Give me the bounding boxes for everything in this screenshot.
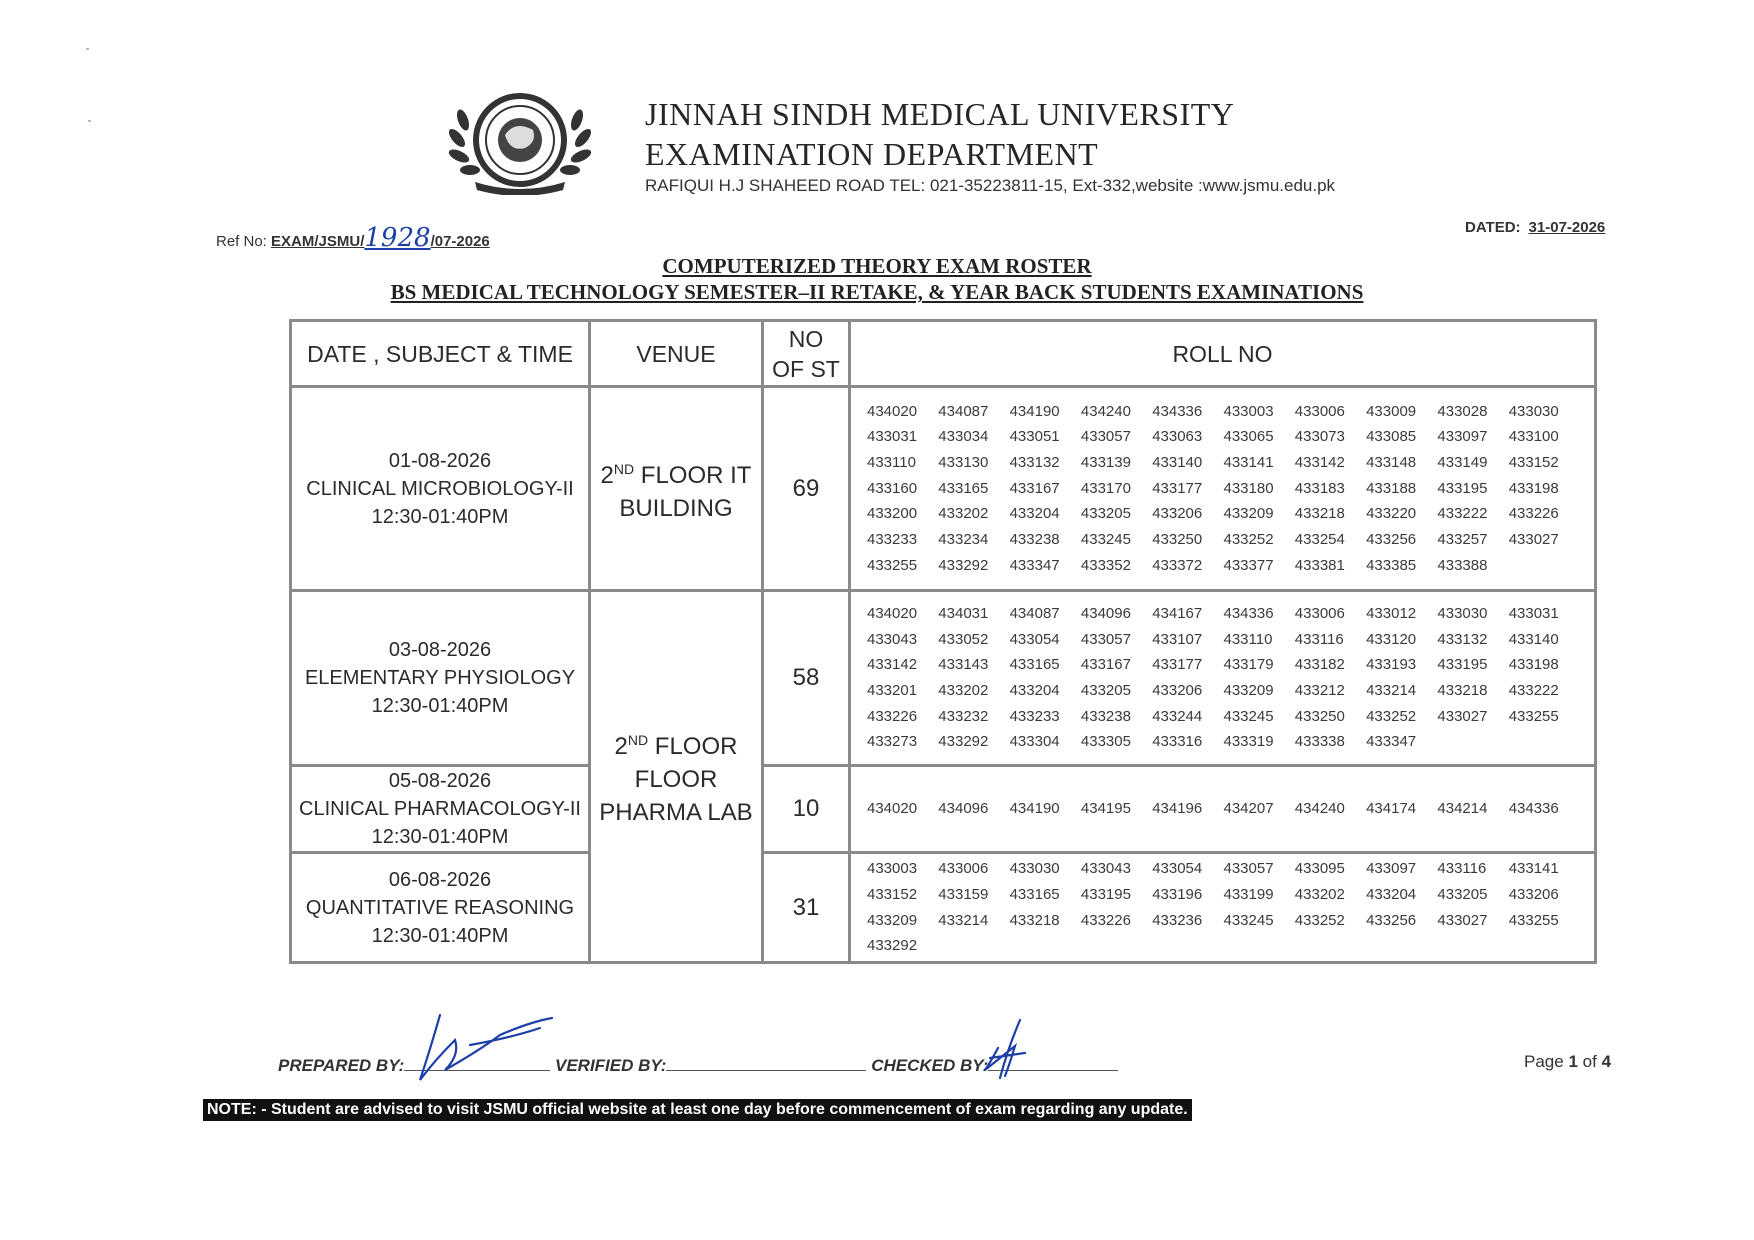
roll-number: 433141 — [1223, 453, 1274, 471]
venue-line1: 2ND FLOOR — [614, 732, 738, 760]
roll-number: 433051 — [1009, 428, 1060, 446]
roll-number: 433305 — [1080, 733, 1131, 751]
roll-number: 433167 — [1080, 656, 1131, 674]
university-address: RAFIQUI H.J SHAHEED ROAD TEL: 021-35223811-15, Ext-332,website :www.jsmu.edu.pk — [645, 176, 1336, 195]
verified-by-blank — [666, 1054, 866, 1071]
roll-number: 434336 — [1223, 604, 1274, 622]
roll-number: 433202 — [938, 505, 989, 523]
roll-number: 433142 — [867, 656, 918, 674]
roll-number: 433012 — [1366, 604, 1417, 622]
roll-number: 433245 — [1223, 707, 1274, 725]
roll-number: 433006 — [1294, 402, 1345, 420]
roll-number: 434087 — [1009, 604, 1060, 622]
roll-number: 433143 — [938, 656, 989, 674]
roll-number: 434190 — [1009, 800, 1060, 818]
roll-number: 433003 — [867, 860, 918, 878]
roll-number-grid — [851, 399, 1594, 579]
roll-number: 433034 — [938, 428, 989, 446]
roll-number: 433257 — [1437, 531, 1488, 549]
header-count-line1: NO — [788, 325, 824, 352]
roll-number: 434174 — [1366, 800, 1417, 818]
roll-number: 433097 — [1366, 860, 1417, 878]
roll-number: 433100 — [1508, 428, 1559, 446]
roll-numbers-cell — [850, 387, 1596, 591]
roll-number: 433347 — [1009, 556, 1060, 574]
prepared-by-label: PREPARED BY: — [278, 1056, 405, 1075]
roll-number: 433148 — [1366, 453, 1417, 471]
roll-number: 434336 — [1152, 402, 1203, 420]
exam-subject: CLINICAL MICROBIOLOGY-II — [306, 477, 574, 500]
exam-subject: QUANTITATIVE REASONING — [305, 896, 575, 919]
roll-number: 433381 — [1294, 556, 1345, 574]
roll-number: 433200 — [867, 505, 918, 523]
roll-number: 433030 — [1009, 860, 1060, 878]
roll-number: 433130 — [938, 453, 989, 471]
roll-number: 433220 — [1366, 505, 1417, 523]
roll-number: 434020 — [867, 402, 918, 420]
roll-number: 433195 — [1437, 656, 1488, 674]
notice-banner: NOTE: - Student are advised to visit JSMU official website at least one day before commencement of exam regarding any update. — [203, 1099, 1192, 1121]
roll-number: 433095 — [1294, 860, 1345, 878]
roster-title: COMPUTERIZED THEORY EXAM ROSTER — [662, 254, 1092, 278]
roll-number: 433116 — [1294, 630, 1344, 648]
roll-number: 433085 — [1366, 428, 1417, 446]
roll-number: 433057 — [1223, 860, 1274, 878]
roll-number: 433338 — [1294, 733, 1345, 751]
roll-number: 433165 — [1009, 885, 1060, 903]
roll-number: 433252 — [1223, 531, 1274, 549]
roll-number: 433226 — [1508, 505, 1559, 523]
table-row — [291, 766, 1596, 853]
roll-numbers-cell — [850, 853, 1596, 963]
scan-speck — [88, 120, 91, 122]
roll-number: 433238 — [1009, 531, 1060, 549]
roll-number: 433352 — [1080, 556, 1131, 574]
roll-number: 434087 — [938, 402, 989, 420]
roll-number: 433250 — [1152, 531, 1203, 549]
roll-number: 434190 — [1009, 402, 1060, 420]
roll-number: 433238 — [1080, 707, 1131, 725]
roll-number: 433054 — [1009, 630, 1060, 648]
roll-number: 433214 — [1366, 682, 1417, 699]
roll-number: 433250 — [1294, 707, 1345, 725]
venue-line2: BUILDING — [619, 494, 733, 522]
roll-number: 433209 — [1223, 682, 1274, 699]
roll-number: 433073 — [1294, 428, 1345, 446]
roll-number: 433065 — [1223, 428, 1274, 446]
roll-number: 433234 — [938, 531, 989, 549]
roll-number: 433218 — [1437, 682, 1488, 699]
roll-number: 433202 — [938, 682, 989, 699]
roll-number: 434096 — [1080, 604, 1131, 622]
roll-number: 433006 — [938, 860, 989, 878]
roll-number: 433027 — [1437, 911, 1488, 929]
roll-number: 433198 — [1508, 656, 1559, 674]
page-number: Page 1 of 4 — [1524, 1052, 1612, 1071]
roll-number: 433195 — [1080, 885, 1131, 903]
roll-number: 433205 — [1080, 682, 1131, 699]
header-date-subject-time: DATE , SUBJECT & TIME — [291, 321, 590, 387]
roll-number: 433202 — [1294, 885, 1345, 903]
roll-number: 434214 — [1437, 800, 1488, 818]
table-row — [291, 853, 1596, 963]
roll-number: 433245 — [1080, 531, 1131, 549]
roll-number: 433205 — [1437, 885, 1488, 903]
roll-number-grid — [851, 856, 1594, 959]
roll-number: 433255 — [1508, 911, 1559, 929]
student-count: 10 — [763, 766, 850, 853]
roll-number: 433304 — [1009, 733, 1060, 751]
roll-number: 433254 — [1294, 531, 1345, 549]
ref-label: Ref No: — [216, 233, 267, 250]
department-name: EXAMINATION DEPARTMENT — [645, 136, 1099, 172]
roll-number: 433031 — [867, 428, 918, 446]
university-name: JINNAH SINDH MEDICAL UNIVERSITY — [645, 96, 1235, 132]
roll-number: 433233 — [1009, 707, 1060, 725]
roll-number: 433292 — [938, 733, 989, 751]
roll-number: 433030 — [1508, 402, 1559, 420]
roll-number: 434336 — [1508, 800, 1559, 818]
roll-number: 433142 — [1294, 453, 1345, 471]
dated-label: DATED: — [1465, 219, 1521, 236]
verified-by-label: VERIFIED BY: — [555, 1056, 667, 1075]
exam-date: 01-08-2026 — [388, 449, 492, 472]
checked-by-label: CHECKED BY: — [871, 1056, 989, 1075]
roll-number: 433183 — [1294, 479, 1345, 497]
roll-number: 434020 — [867, 800, 918, 818]
prepared-by-signature — [400, 1010, 560, 1090]
roll-number: 433377 — [1223, 556, 1274, 574]
roll-number: 433140 — [1508, 630, 1559, 648]
exam-subject: ELEMENTARY PHYSIOLOGY — [304, 667, 576, 689]
university-seal-logo — [445, 90, 595, 195]
exam-date-subject-time — [291, 766, 590, 853]
roll-number: 433006 — [1294, 604, 1345, 622]
roll-number: 433372 — [1152, 556, 1203, 574]
roll-number: 433028 — [1437, 402, 1488, 420]
roll-number: 434031 — [938, 604, 989, 622]
roll-number-grid — [851, 796, 1594, 822]
roll-number: 433226 — [1080, 911, 1131, 929]
roll-number: 433222 — [1437, 505, 1488, 523]
roll-number: 433205 — [1080, 505, 1131, 523]
exam-time: 12:30-01:40PM — [371, 826, 509, 848]
roll-number: 433110 — [1223, 630, 1273, 648]
header-roll-no: ROLL NO — [850, 321, 1596, 387]
roll-number: 433256 — [1366, 911, 1417, 929]
dated-value: 31-07-2026 — [1528, 219, 1606, 236]
roll-number: 433209 — [867, 911, 918, 929]
roll-number: 433273 — [867, 733, 918, 751]
header-count-line2: OF ST — [772, 355, 840, 382]
roll-number: 433132 — [1009, 453, 1060, 471]
roll-number: 433292 — [867, 937, 918, 955]
roll-number: 433107 — [1152, 630, 1203, 648]
roll-number: 433218 — [1294, 505, 1345, 523]
roll-number: 433232 — [938, 707, 989, 725]
roll-number: 433177 — [1152, 656, 1203, 674]
roll-number: 433244 — [1152, 707, 1203, 725]
scan-speck — [86, 48, 89, 50]
roll-number: 433116 — [1437, 860, 1487, 878]
exam-date: 06-08-2026 — [388, 868, 492, 891]
roll-number: 433141 — [1508, 860, 1559, 878]
roll-number: 433252 — [1294, 911, 1345, 929]
roll-number: 433177 — [1152, 479, 1203, 497]
roll-number: 433043 — [867, 630, 918, 648]
roll-number: 434195 — [1080, 800, 1131, 818]
student-count: 31 — [763, 853, 850, 963]
exam-time: 12:30-01:40PM — [371, 924, 509, 947]
roll-number: 433149 — [1437, 453, 1488, 471]
roll-number: 433195 — [1437, 479, 1488, 497]
roll-number: 433120 — [1366, 630, 1417, 648]
exam-date-subject-time — [291, 387, 590, 591]
ref-suffix: /07-2026 — [430, 233, 490, 250]
table-row — [291, 591, 1596, 766]
roll-number: 433388 — [1437, 556, 1488, 574]
roll-number: 433233 — [867, 531, 918, 549]
roll-number: 433206 — [1152, 505, 1203, 523]
roll-number: 433139 — [1080, 453, 1131, 471]
roll-numbers-cell — [850, 591, 1596, 766]
roll-number: 433212 — [1294, 682, 1345, 699]
venue-line3: PHARMA LAB — [599, 799, 753, 826]
exam-time: 12:30-01:40PM — [371, 505, 509, 528]
roll-number: 433199 — [1223, 885, 1274, 903]
roll-number: 433316 — [1152, 733, 1203, 751]
venue-line2: FLOOR — [634, 766, 718, 793]
roll-number: 433256 — [1366, 531, 1417, 549]
roll-number: 433057 — [1080, 630, 1131, 648]
ref-prefix: EXAM/JSMU/ — [271, 233, 365, 250]
roll-number: 433152 — [1508, 453, 1559, 471]
roll-number: 433236 — [1152, 911, 1203, 929]
roll-number: 433167 — [1009, 479, 1060, 497]
header-venue: VENUE — [590, 321, 763, 387]
exam-date: 05-08-2026 — [388, 770, 492, 792]
header-no-of-students — [763, 321, 850, 387]
roll-number: 433180 — [1223, 479, 1274, 497]
roll-number: 433097 — [1437, 428, 1488, 446]
exam-roster-table — [289, 319, 1597, 964]
roll-number: 433132 — [1437, 630, 1488, 648]
roll-number: 433027 — [1508, 531, 1559, 549]
roster-subtitle: BS MEDICAL TECHNOLOGY SEMESTER–II RETAKE, & YEAR BACK STUDENTS EXAMINATIONS — [390, 280, 1364, 304]
roll-number: 433003 — [1223, 402, 1274, 420]
roll-number: 433252 — [1366, 707, 1417, 725]
roll-number: 434020 — [867, 604, 918, 622]
roll-number: 433188 — [1366, 479, 1417, 497]
roll-number: 433204 — [1009, 505, 1060, 523]
roll-number-grid — [851, 601, 1594, 755]
roll-number: 433031 — [1508, 604, 1559, 622]
roll-number: 433193 — [1366, 656, 1417, 674]
roll-number: 433255 — [867, 556, 918, 574]
venue-cell — [590, 591, 763, 963]
roll-number: 433009 — [1366, 402, 1417, 420]
roll-numbers-cell — [850, 766, 1596, 853]
exam-date-subject-time — [291, 591, 590, 766]
table-header-row — [291, 321, 1596, 387]
roll-number: 433170 — [1080, 479, 1131, 497]
roll-number: 433206 — [1152, 682, 1203, 699]
roll-number: 433385 — [1366, 556, 1417, 574]
roll-number: 433292 — [938, 556, 989, 574]
roll-number: 433206 — [1508, 885, 1559, 903]
roll-number: 433160 — [867, 479, 918, 497]
roll-number: 433218 — [1009, 911, 1060, 929]
roll-number: 433347 — [1366, 733, 1417, 751]
roll-number: 433222 — [1508, 682, 1559, 699]
roll-number: 433140 — [1152, 453, 1203, 471]
roll-number: 433043 — [1080, 860, 1131, 878]
roll-number: 434096 — [938, 800, 989, 818]
checked-by-signature — [970, 1018, 1040, 1088]
roll-number: 433165 — [1009, 656, 1060, 674]
roll-number: 434240 — [1080, 402, 1131, 420]
roll-number: 433110 — [867, 453, 916, 471]
venue-line1: 2ND FLOOR IT — [600, 460, 752, 489]
roll-number: 433159 — [938, 885, 989, 903]
roll-number: 433054 — [1152, 860, 1203, 878]
roll-number: 433255 — [1508, 707, 1559, 725]
roll-number: 433198 — [1508, 479, 1559, 497]
roll-number: 433027 — [1437, 707, 1488, 725]
roll-number: 434167 — [1152, 604, 1203, 622]
student-count: 58 — [763, 591, 850, 766]
roll-number: 433182 — [1294, 656, 1345, 674]
venue-cell — [590, 387, 763, 591]
student-count: 69 — [763, 387, 850, 591]
roll-number: 433201 — [867, 682, 918, 699]
reference-number — [216, 223, 490, 253]
exam-date: 03-08-2026 — [388, 639, 492, 661]
roll-number: 433204 — [1009, 682, 1060, 699]
roll-number: 433030 — [1437, 604, 1488, 622]
roll-number: 434207 — [1223, 800, 1274, 818]
ref-handwritten-number: 1928 — [364, 223, 431, 253]
document-date — [1465, 219, 1605, 236]
roll-number: 433052 — [938, 630, 989, 648]
roll-number: 433226 — [867, 707, 918, 725]
roll-number: 433209 — [1223, 505, 1274, 523]
table-row — [291, 387, 1596, 591]
roll-number: 433214 — [938, 911, 989, 929]
roll-number: 433063 — [1152, 428, 1203, 446]
roll-number: 433204 — [1366, 885, 1417, 903]
exam-time: 12:30-01:40PM — [371, 695, 509, 717]
roll-number: 433165 — [938, 479, 989, 497]
roll-number: 433245 — [1223, 911, 1274, 929]
roll-number: 433196 — [1152, 885, 1203, 903]
roll-number: 433319 — [1223, 733, 1274, 751]
exam-date-subject-time — [291, 853, 590, 963]
roll-number: 433152 — [867, 885, 918, 903]
roll-number: 434196 — [1152, 800, 1203, 818]
roll-number: 433057 — [1080, 428, 1131, 446]
roll-number: 434240 — [1294, 800, 1345, 818]
exam-subject: CLINICAL PHARMACOLOGY-II — [299, 798, 581, 820]
roll-number: 433179 — [1223, 656, 1274, 674]
